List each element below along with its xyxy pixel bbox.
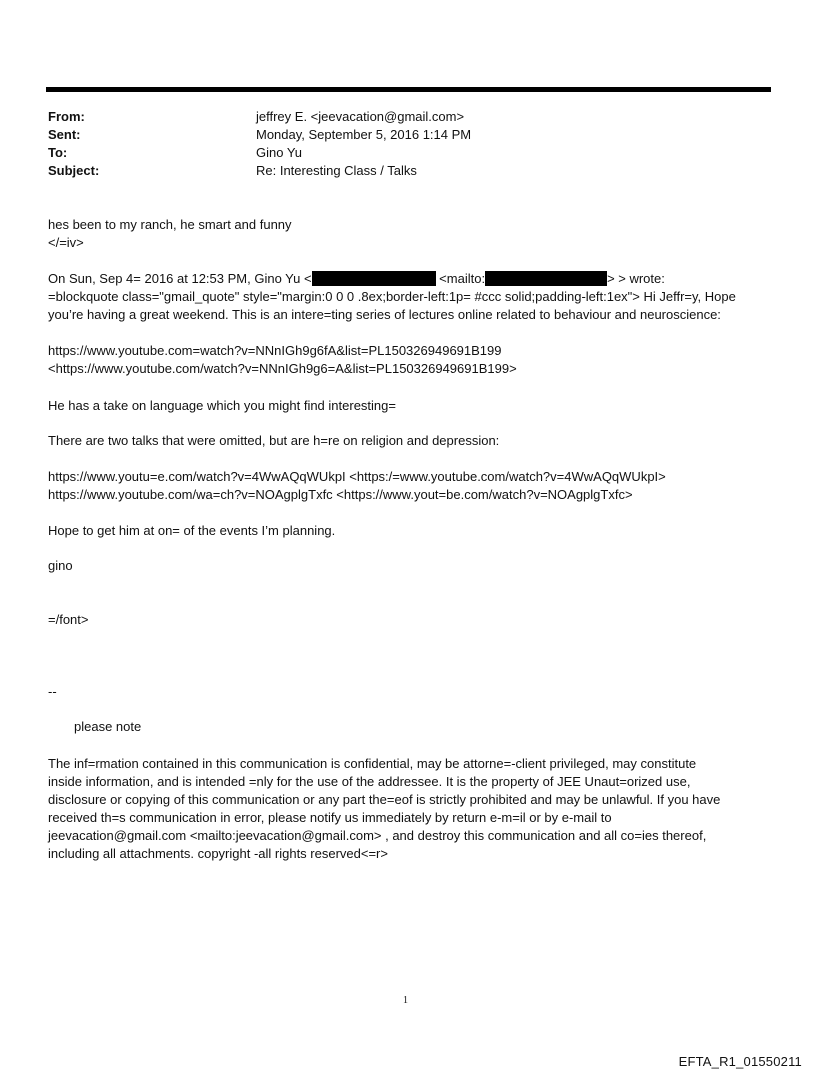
body-line-2: </=iv> bbox=[48, 235, 84, 250]
disclaimer-line-5: jeevacation@gmail.com <mailto:jeevacation@gmail.com> , and destroy this communication and all co=ies thereof, bbox=[48, 828, 707, 843]
sent-label: Sent: bbox=[48, 127, 81, 142]
from-row bbox=[48, 108, 471, 126]
email-header bbox=[48, 108, 471, 180]
page-number: 1 bbox=[403, 995, 408, 1006]
signoff: gino bbox=[48, 558, 73, 573]
please-note: please note bbox=[74, 719, 142, 734]
language-line: He has a take on language which you might find interesting= bbox=[48, 398, 396, 413]
disclaimer-line-6: including all attachments. copyright -all rights reserved<=r> bbox=[48, 846, 388, 861]
hope-line: Hope to get him at on= of the events I’m planning. bbox=[48, 523, 336, 538]
link-2: https://www.youtu=e.com/watch?v=4WwAQqWUkpI <https:/=www.youtube.com/watch?v=4WwAQqWUkpI> bbox=[48, 469, 666, 484]
redaction-box bbox=[485, 271, 607, 286]
quote-intro-a: On Sun, Sep 4= 2016 at 12:53 PM, Gino Yu < bbox=[48, 271, 312, 286]
to-row bbox=[48, 144, 471, 162]
quote-intro-c: > > wrote: bbox=[607, 271, 665, 286]
header-rule bbox=[46, 87, 771, 92]
signature-dashes: -- bbox=[48, 684, 57, 699]
quote-line-3: you’re having a great weekend. This is an intere=ting series of lectures online related to behaviour and neuroscience: bbox=[48, 307, 721, 322]
sent-row bbox=[48, 126, 471, 144]
quote-line-2: =blockquote class="gmail_quote" style="margin:0 0 0 .8ex;border-left:1p= #ccc solid;padding-left:1ex"> Hi Jeffr=y, Hope bbox=[48, 289, 736, 304]
quote-intro-b: <mailto: bbox=[435, 271, 486, 286]
disclaimer-line-4: received th=s communication in error, please notify us immediately by return e-m=il or by e-mail to bbox=[48, 810, 612, 825]
body-line-1: hes been to my ranch, he smart and funny bbox=[48, 217, 292, 232]
disclaimer-line-3: disclosure or copying of this communication or any part the=eof is strictly prohibited and may be unlawful. If you have bbox=[48, 792, 721, 807]
disclaimer-line-2: inside information, and is intended =nly for the use of the addressee. It is the property of JEE Unaut=orized use, bbox=[48, 774, 691, 789]
talks-line: There are two talks that were omitted, but are h=re on religion and depression: bbox=[48, 433, 500, 448]
subject-value: Re: Interesting Class / Talks bbox=[256, 163, 417, 178]
disclaimer-line-1: The inf=rmation contained in this communication is confidential, may be attorne=-client privileged, may constitute bbox=[48, 756, 697, 771]
link-1b: <https://www.youtube.com/watch?v=NNnIGh9g6=A&list=PL150326949691B199> bbox=[48, 361, 517, 376]
to-label: To: bbox=[48, 145, 68, 160]
link-1a: https://www.youtube.com=watch?v=NNnIGh9g6fA&list=PL150326949691B199 bbox=[48, 343, 502, 358]
from-value: jeffrey E. <jeevacation@gmail.com> bbox=[256, 109, 465, 124]
sent-value: Monday, September 5, 2016 1:14 PM bbox=[256, 127, 472, 142]
document-id: EFTA_R1_01550211 bbox=[678, 1054, 802, 1069]
subject-row bbox=[48, 162, 471, 180]
redaction-box bbox=[312, 271, 436, 286]
from-label: From: bbox=[48, 109, 85, 124]
quote-intro bbox=[48, 270, 778, 288]
subject-label: Subject: bbox=[48, 163, 100, 178]
to-value: Gino Yu bbox=[256, 145, 303, 160]
font-close-tag: =/font> bbox=[48, 612, 89, 627]
link-3: https://www.youtube.com/wa=ch?v=NOAgplgTxfc <https://www.yout=be.com/watch?v=NOAgplgTxfc> bbox=[48, 487, 633, 502]
